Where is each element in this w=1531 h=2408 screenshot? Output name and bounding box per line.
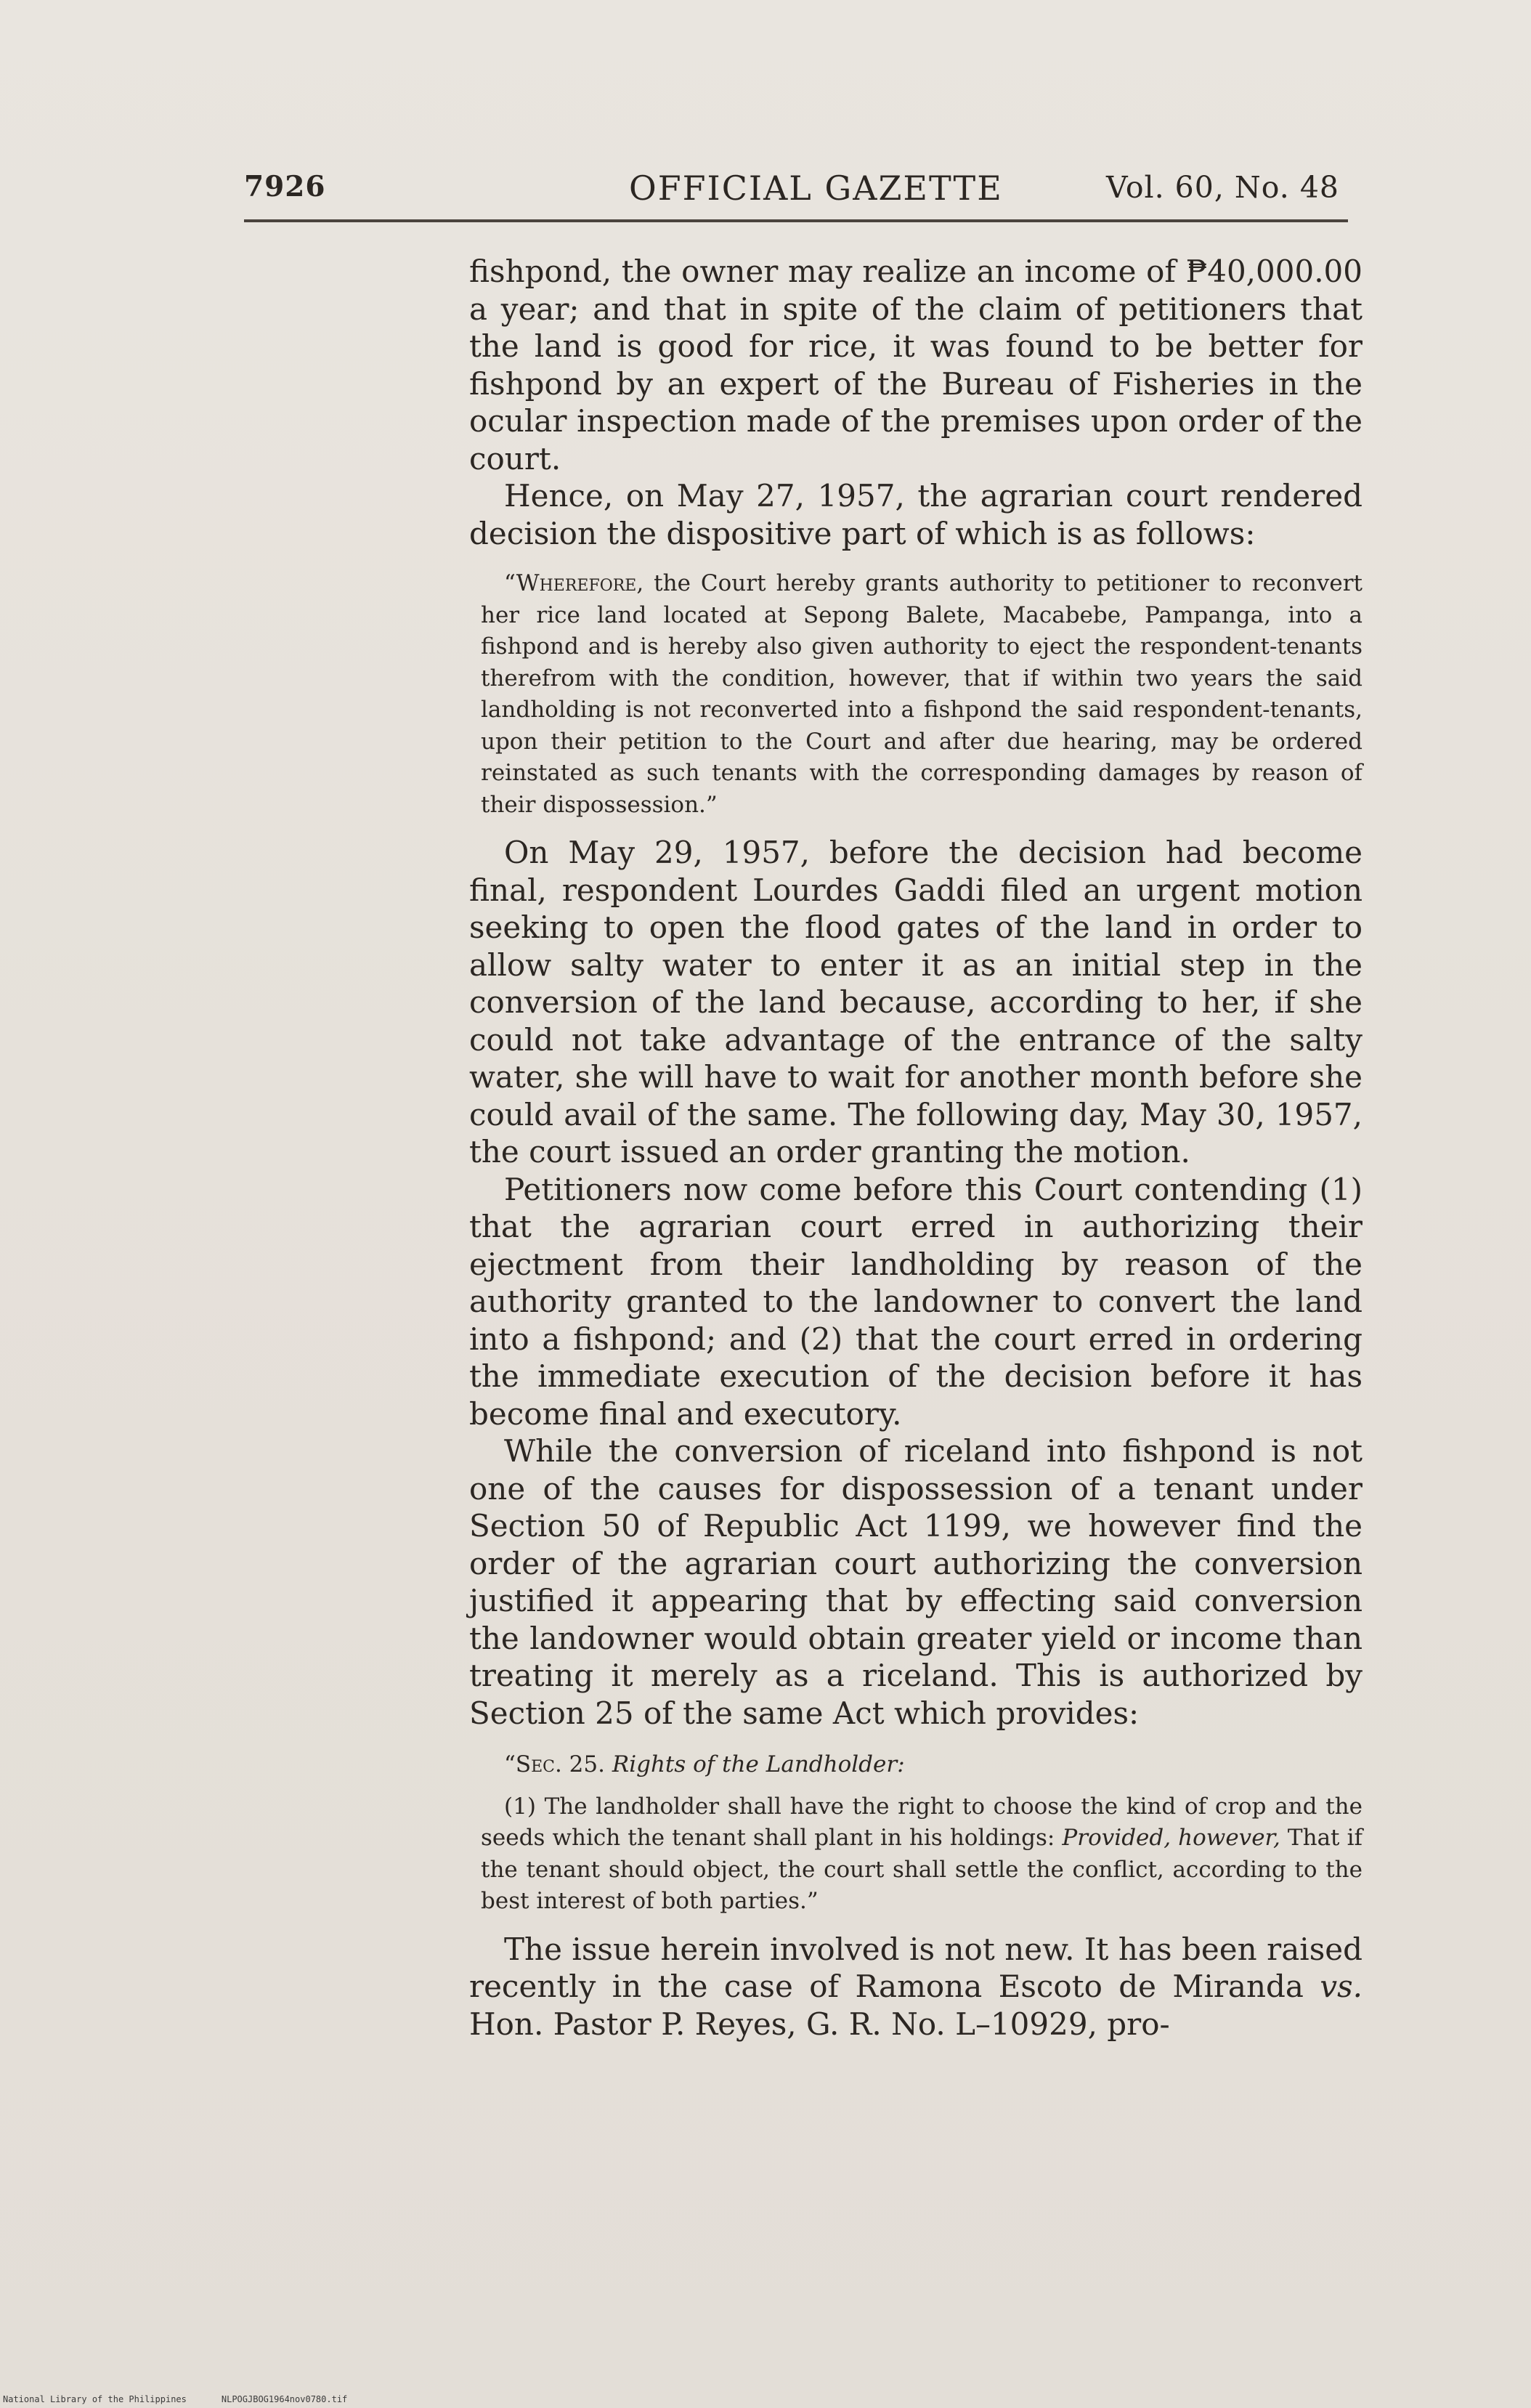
section-proviso: Provided, however, xyxy=(1062,1825,1280,1851)
quote-body: the Court hereby grants authority to petitioner to reconvert her rice land located at Sepong Balete, Macabebe, Pampanga, into a fishpond and is hereby also given authority to eject the respondent-tenants therefrom with the condition, however, that if within two years the said landholding is not reconverted into a fishpond the said respondent-tenants, upon their petition to the Court and after due hearing, may be ordered reinstated as such tenants with the corresponding damages by reason of their dispossession.” xyxy=(481,570,1363,818)
section-text-end: That if the tenant should object, the court shall settle the conflict, according to the best interest of both parties.” xyxy=(481,1825,1363,1914)
paragraph-6-end: Hon. Pastor P. Reyes, G. R. No. L–10929, pro- xyxy=(469,2006,1170,2042)
section-number: “Sec. 25. xyxy=(504,1751,605,1777)
section-title: Rights of the Landholder: xyxy=(612,1751,905,1777)
paragraph-3: On May 29, 1957, before the decision had become final, respondent Lourdes Gaddi filed an urgent motion seeking to open the flood gates of the land in order to allow salty water to enter it as an initial step in the conversion of the land because, according to her, if she could not take advantage of the entrance of the salty water, she will have to wait for another month before she could avail of the same. The following day, May 30, 1957, the court issued an order granting the motion. xyxy=(469,835,1363,1169)
paragraph-4: Petitioners now come before this Court contending (1) that the agrarian court erred in authorizing their ejectment from their landholding by reason of the authority granted to the landowner to convert the land into a fishpond; and (2) that the court erred in ordering the immediate execution of the decision before it has become final and executory. xyxy=(469,1171,1363,1432)
section-text-start: (1) The landholder shall have the right to choose the kind of crop and the seeds which the tenant shall plant in his holdings: xyxy=(481,1793,1363,1851)
page-number: 7926 xyxy=(244,170,326,203)
footer-filename: NLPOGJBOG1964nov0780.tif xyxy=(221,2394,348,2404)
quoted-section-text xyxy=(469,1791,1363,1918)
header-rule xyxy=(244,219,1348,222)
paragraph-5: While the conversion of riceland into fishpond is not one of the causes for dispossession of a tenant under Section 50 of Republic Act 1199, we however find the order of the agrarian court authorizing the conversion justified it appearing that by effecting said conversion the landowner would obtain greater yield or income than treating it merely as a riceland. This is authorized by Section 25 of the same Act which provides: xyxy=(469,1433,1363,1731)
versus-abbrev: vs. xyxy=(1320,1969,1363,2004)
footer-library: National Library of the Philippines xyxy=(3,2394,187,2404)
scan-footer xyxy=(3,2394,382,2404)
paragraph-2: Hence, on May 27, 1957, the agrarian court rendered decision the dispositive part of which is as follows: xyxy=(469,478,1363,551)
quoted-dispositive-part xyxy=(469,568,1363,821)
paragraph-6 xyxy=(469,1931,1363,2043)
paragraph-1: fishpond, the owner may realize an income of ₱40,000.00 a year; and that in spite of the claim of petitioners that the land is good for rice, it was found to be better for fishpond by an expert of the Bureau of Fisheries in the ocular inspection made of the premises upon order of the court. xyxy=(469,254,1363,477)
paragraph-6-start: The issue herein involved is not new. It has been raised recently in the case of Ramona Escoto de Miranda xyxy=(469,1931,1363,2004)
page-header xyxy=(244,164,1348,211)
volume-issue: Vol. 60, No. 48 xyxy=(1105,170,1339,205)
quote-lead-word: “Wherefore, xyxy=(504,570,644,596)
text-column xyxy=(469,253,1363,2043)
quoted-section-heading xyxy=(469,1749,1363,1781)
publication-title: OFFICIAL GAZETTE xyxy=(629,169,1003,208)
